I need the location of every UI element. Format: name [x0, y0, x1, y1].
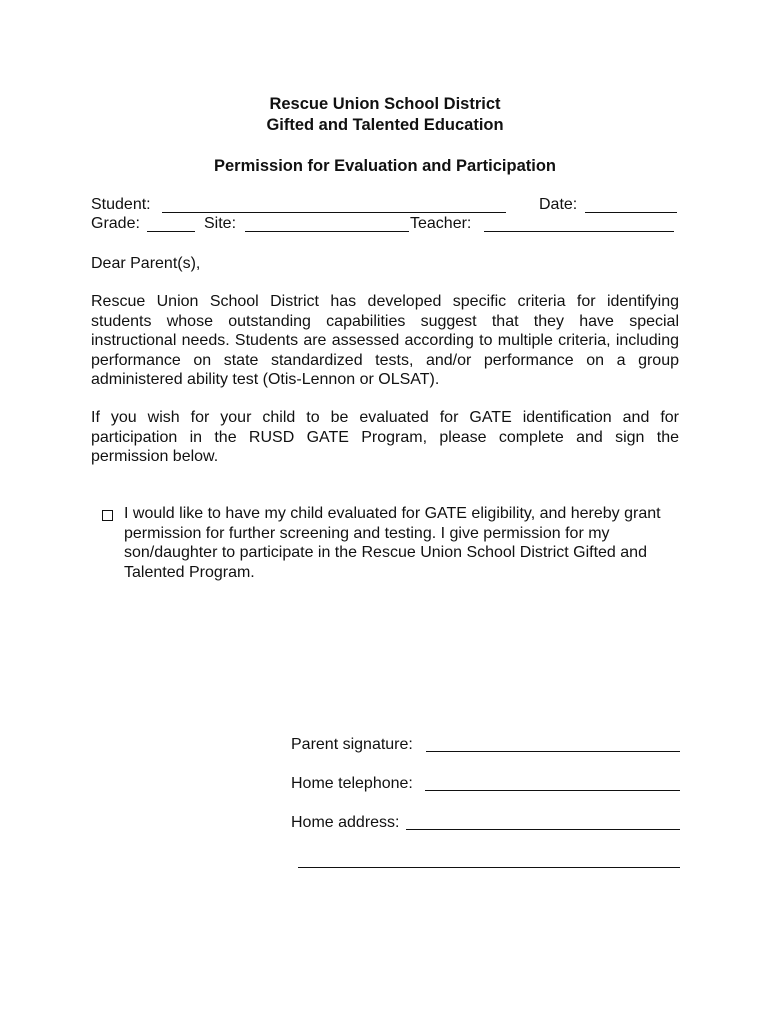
date-field[interactable]: [585, 212, 677, 213]
site-label: Site:: [204, 215, 237, 232]
parent-signature-field[interactable]: [426, 751, 680, 752]
grade-field[interactable]: [147, 231, 195, 232]
teacher-field[interactable]: [484, 231, 674, 232]
home-telephone-field[interactable]: [425, 790, 680, 791]
home-address-field[interactable]: [406, 829, 680, 830]
form-title: Permission for Evaluation and Participation: [214, 157, 556, 175]
student-label: Student:: [91, 196, 151, 213]
home-telephone-label: Home telephone:: [291, 775, 413, 792]
site-field[interactable]: [245, 231, 409, 232]
consent-checkbox[interactable]: [102, 510, 113, 521]
teacher-label: Teacher:: [410, 215, 472, 232]
consent-text: I would like to have my child evaluated for GATE eligibility, and hereby grant permission for further screening and testing. I give permission for my son/daughter to participate in the Rescue Union School District Gifted and Talented Program.: [124, 505, 661, 581]
home-address-label: Home address:: [291, 814, 400, 831]
criteria-paragraph: Rescue Union School District has developed specific criteria for identifying students whose outstanding capabilities suggest that they have special instructional needs. Students are assessed according to multiple criteria, including performance on state standardized tests, and/or performance on a group administered ability test (Otis-Lennon or OLSAT).: [91, 293, 679, 388]
salutation: Dear Parent(s),: [91, 255, 201, 272]
program-title: Gifted and Talented Education: [266, 116, 504, 134]
date-label: Date:: [539, 196, 578, 213]
grade-label: Grade:: [91, 215, 140, 232]
instructions-paragraph: If you wish for your child to be evaluated for GATE identification and for participation in the RUSD GATE Program, please complete and sign the permission below.: [91, 409, 679, 465]
parent-signature-label: Parent signature:: [291, 736, 413, 753]
home-address-field-line2[interactable]: [298, 867, 680, 868]
district-title: Rescue Union School District: [269, 95, 501, 113]
student-field[interactable]: [162, 212, 506, 213]
